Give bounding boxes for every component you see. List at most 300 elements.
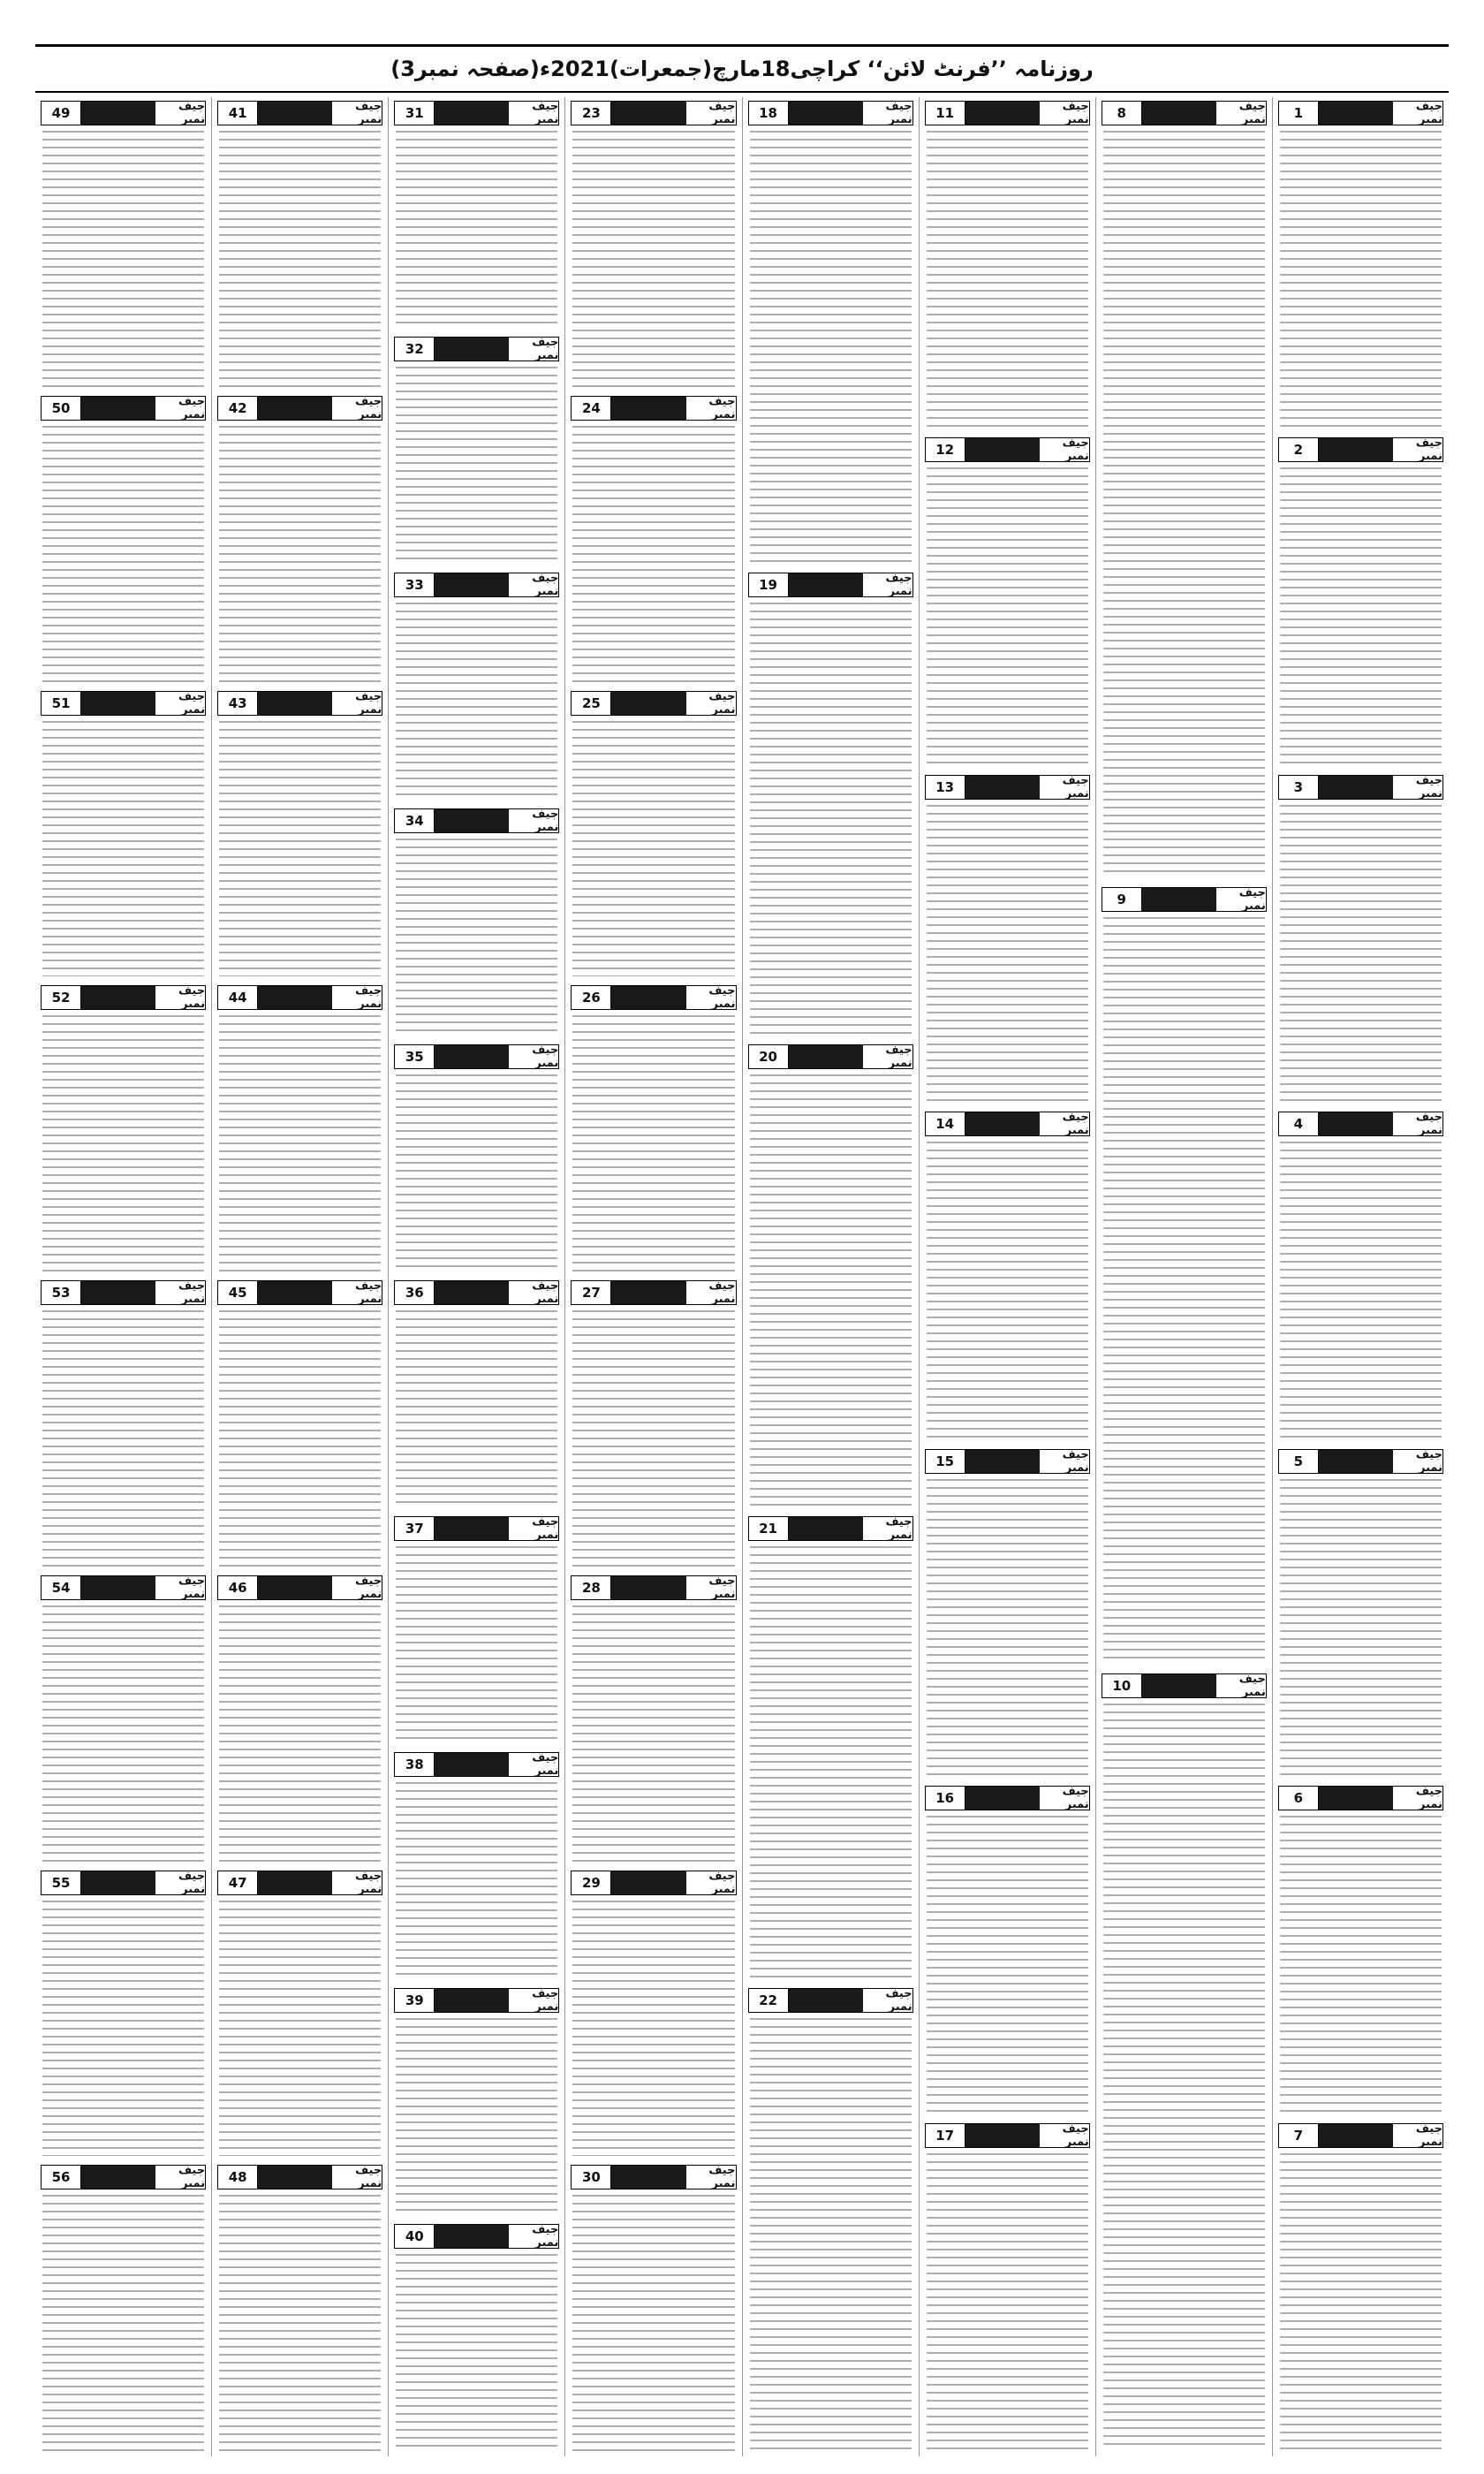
news-story	[748, 569, 913, 1036]
story-header	[41, 691, 206, 716]
story-header	[571, 396, 736, 421]
header-bar	[81, 986, 155, 1009]
story-label: جیف نمبر	[1393, 1112, 1442, 1135]
story-number: 10	[1102, 1674, 1142, 1697]
story-number: 28	[572, 1576, 611, 1599]
news-story	[1102, 1670, 1267, 2451]
story-text	[219, 1310, 381, 1567]
story-header	[217, 985, 382, 1010]
story-header	[925, 1112, 1090, 1136]
story-header	[925, 101, 1090, 125]
story-number: 35	[395, 1045, 435, 1068]
story-text	[42, 426, 204, 682]
story-header	[41, 1871, 206, 1895]
story-text	[750, 1546, 912, 1979]
story-number: 9	[1102, 888, 1142, 911]
story-header	[571, 1280, 736, 1305]
news-story	[1278, 1782, 1443, 2114]
header-bar	[81, 102, 155, 125]
story-text	[219, 1015, 381, 1271]
story-text	[396, 2018, 557, 2215]
header-bar	[81, 1576, 155, 1599]
story-number: 38	[395, 1753, 435, 1776]
story-header	[394, 337, 559, 361]
news-story	[748, 1513, 913, 1979]
news-story	[925, 434, 1090, 765]
story-number: 1	[1279, 102, 1319, 125]
story-number: 36	[395, 1281, 435, 1304]
header-bar	[1142, 888, 1216, 911]
story-label: جیف نمبر	[863, 1045, 912, 1068]
story-header	[394, 1752, 559, 1777]
story-label: جیف نمبر	[686, 397, 736, 420]
news-column	[919, 97, 1095, 2456]
header-bar	[789, 102, 863, 125]
story-header	[1102, 1673, 1267, 1698]
header-bar	[965, 102, 1040, 125]
story-text	[572, 131, 734, 387]
story-text	[572, 426, 734, 682]
story-header	[217, 1575, 382, 1600]
news-story	[571, 1277, 736, 1567]
news-story	[394, 1277, 559, 1507]
story-label: جیف نمبر	[332, 1281, 382, 1304]
story-label: جیف نمبر	[686, 986, 736, 1009]
story-text	[1280, 2153, 1442, 2451]
story-header	[41, 1575, 206, 1600]
header-bar	[258, 397, 332, 420]
story-label: جیف نمبر	[863, 1517, 912, 1540]
news-story	[925, 2120, 1090, 2451]
header-bar	[611, 1281, 685, 1304]
story-header	[41, 985, 206, 1010]
story-header	[217, 2165, 382, 2189]
story-text	[750, 603, 912, 1036]
news-story	[394, 1749, 559, 1979]
story-number: 25	[572, 692, 611, 715]
news-story	[394, 805, 559, 1036]
story-label: جیف نمبر	[1040, 1787, 1089, 1810]
story-text	[1280, 1142, 1442, 1439]
story-label: جیف نمبر	[1040, 438, 1089, 461]
header-bar	[258, 1281, 332, 1304]
story-label: جیف نمبر	[686, 102, 736, 125]
story-label: جیف نمبر	[155, 1281, 205, 1304]
story-label: جیف نمبر	[1040, 1112, 1089, 1135]
story-text	[572, 1901, 734, 2157]
header-bar	[435, 1281, 509, 1304]
news-story	[394, 1985, 559, 2215]
story-header	[217, 1871, 382, 1895]
story-number: 20	[749, 1045, 789, 1068]
story-number: 8	[1102, 102, 1142, 125]
story-header	[394, 573, 559, 597]
story-text	[927, 2153, 1088, 2451]
header-bar	[81, 1281, 155, 1304]
story-label: جیف نمبر	[509, 1753, 558, 1776]
news-story	[217, 1572, 382, 1862]
story-number: 53	[42, 1281, 81, 1304]
story-text	[396, 1074, 557, 1271]
story-label: جیف نمبر	[155, 2166, 205, 2189]
story-text	[927, 1479, 1088, 1777]
story-label: جیف نمبر	[509, 809, 558, 832]
header-bar	[81, 1871, 155, 1894]
story-label: جیف نمبر	[863, 1989, 912, 2012]
news-story	[571, 1867, 736, 2157]
story-header	[394, 1988, 559, 2013]
story-label: جیف نمبر	[332, 2166, 382, 2189]
header-bar	[435, 1989, 509, 2012]
story-header	[748, 1516, 913, 1541]
story-header	[394, 1280, 559, 1305]
news-story	[394, 97, 559, 328]
news-story	[925, 1108, 1090, 1439]
story-text	[396, 131, 557, 328]
news-story	[1278, 1108, 1443, 1439]
header-bar	[435, 1045, 509, 1068]
story-header	[571, 1871, 736, 1895]
news-story	[925, 97, 1090, 429]
story-text	[219, 2195, 381, 2451]
news-story	[217, 392, 382, 682]
story-label: جیف نمبر	[1040, 102, 1089, 125]
story-label: جیف نمبر	[332, 1871, 382, 1894]
news-story	[748, 1985, 913, 2451]
story-header	[571, 2165, 736, 2189]
story-number: 31	[395, 102, 435, 125]
story-text	[1103, 131, 1265, 878]
story-header	[748, 573, 913, 597]
story-label: جیف نمبر	[509, 573, 558, 596]
story-header	[571, 985, 736, 1010]
news-column	[1095, 97, 1272, 2456]
story-number: 27	[572, 1281, 611, 1304]
story-header	[1102, 101, 1267, 125]
story-number: 2	[1279, 438, 1319, 461]
story-number: 46	[218, 1576, 258, 1599]
story-header	[748, 1044, 913, 1069]
story-text	[1280, 1816, 1442, 2114]
header-bar	[965, 1450, 1040, 1473]
story-header	[394, 2224, 559, 2249]
story-number: 32	[395, 338, 435, 360]
header-bar	[965, 438, 1040, 461]
news-column	[35, 97, 211, 2456]
story-text	[42, 2195, 204, 2451]
header-bar	[435, 2225, 509, 2248]
story-header	[41, 396, 206, 421]
story-number: 12	[926, 438, 965, 461]
story-text	[396, 839, 557, 1036]
header-bar	[611, 986, 685, 1009]
story-header	[1278, 1786, 1443, 1810]
story-label: جیف نمبر	[686, 2166, 736, 2189]
story-header	[217, 691, 382, 716]
story-number: 43	[218, 692, 258, 715]
header-bar	[789, 573, 863, 596]
news-story	[925, 1446, 1090, 1777]
story-label: جیف نمبر	[509, 102, 558, 125]
story-number: 15	[926, 1450, 965, 1473]
story-text	[396, 1546, 557, 1743]
story-header	[394, 101, 559, 125]
story-number: 11	[926, 102, 965, 125]
story-label: جیف نمبر	[509, 2225, 558, 2248]
header-bar	[81, 692, 155, 715]
story-text	[1103, 1704, 1265, 2451]
header-bar	[1319, 438, 1393, 461]
story-label: جیف نمبر	[1393, 102, 1442, 125]
page-title: روزنامہ ’’فرنٹ لائن‘‘ کراچی18مارچ(جمعرات)2021ء(صفحہ نمبر3)	[390, 57, 1094, 81]
story-number: 48	[218, 2166, 258, 2189]
news-columns	[35, 97, 1449, 2456]
news-story	[394, 2220, 559, 2451]
header-bar	[1319, 102, 1393, 125]
news-story	[1278, 2120, 1443, 2451]
news-story	[571, 982, 736, 1271]
story-number: 55	[42, 1871, 81, 1894]
story-label: جیف نمبر	[1216, 102, 1266, 125]
story-header	[1102, 887, 1267, 912]
header-bar	[1319, 1112, 1393, 1135]
story-label: جیف نمبر	[509, 1517, 558, 1540]
story-text	[572, 1605, 734, 1862]
story-number: 51	[42, 692, 81, 715]
news-story	[217, 97, 382, 387]
story-text	[42, 131, 204, 387]
story-header	[41, 1280, 206, 1305]
story-number: 40	[395, 2225, 435, 2248]
story-label: جیف نمبر	[155, 1576, 205, 1599]
story-number: 21	[749, 1517, 789, 1540]
story-header	[394, 1044, 559, 1069]
news-story	[571, 97, 736, 387]
news-story	[1278, 97, 1443, 429]
story-label: جیف نمبر	[509, 1281, 558, 1304]
story-header	[1278, 101, 1443, 125]
news-column	[388, 97, 564, 2456]
story-header	[1278, 2123, 1443, 2148]
header-bar	[435, 102, 509, 125]
header-bar	[435, 1753, 509, 1776]
news-story	[41, 2161, 206, 2451]
header-bar	[258, 986, 332, 1009]
story-header	[1278, 437, 1443, 462]
story-number: 41	[218, 102, 258, 125]
story-text	[42, 1310, 204, 1567]
news-story	[1278, 771, 1443, 1103]
story-number: 17	[926, 2124, 965, 2147]
story-text	[219, 131, 381, 387]
story-text	[396, 1310, 557, 1507]
story-number: 14	[926, 1112, 965, 1135]
news-story	[1102, 884, 1267, 1665]
story-label: جیف نمبر	[1393, 438, 1442, 461]
story-number: 54	[42, 1576, 81, 1599]
masthead	[35, 44, 1449, 93]
header-bar	[1319, 776, 1393, 799]
story-text	[219, 426, 381, 682]
story-header	[925, 437, 1090, 462]
story-label: جیف نمبر	[1393, 2124, 1442, 2147]
story-label: جیف نمبر	[332, 102, 382, 125]
header-bar	[789, 1989, 863, 2012]
story-number: 39	[395, 1989, 435, 2012]
story-text	[42, 1015, 204, 1271]
story-label: جیف نمبر	[863, 573, 912, 596]
news-story	[217, 687, 382, 977]
story-label: جیف نمبر	[686, 692, 736, 715]
header-bar	[611, 2166, 685, 2189]
news-story	[217, 982, 382, 1271]
news-story	[925, 1782, 1090, 2114]
header-bar	[1319, 1450, 1393, 1473]
header-bar	[965, 2124, 1040, 2147]
story-number: 56	[42, 2166, 81, 2189]
story-header	[217, 101, 382, 125]
header-bar	[1319, 2124, 1393, 2147]
story-text	[1280, 467, 1442, 765]
header-bar	[435, 573, 509, 596]
story-header	[925, 1786, 1090, 1810]
news-story	[571, 1572, 736, 1862]
story-number: 44	[218, 986, 258, 1009]
story-header	[1278, 1449, 1443, 1474]
story-label: جیف نمبر	[1393, 776, 1442, 799]
header-bar	[435, 338, 509, 360]
story-label: جیف نمبر	[1040, 776, 1089, 799]
news-story	[748, 97, 913, 564]
story-text	[927, 1142, 1088, 1439]
story-label: جیف نمبر	[686, 1871, 736, 1894]
story-header	[394, 808, 559, 833]
header-bar	[81, 397, 155, 420]
story-number: 23	[572, 102, 611, 125]
header-bar	[258, 692, 332, 715]
news-column	[564, 97, 741, 2456]
story-number: 13	[926, 776, 965, 799]
story-text	[927, 131, 1088, 429]
story-label: جیف نمبر	[155, 1871, 205, 1894]
story-header	[571, 101, 736, 125]
story-label: جیف نمبر	[332, 1576, 382, 1599]
header-bar	[965, 776, 1040, 799]
news-story	[217, 1277, 382, 1567]
story-header	[571, 1575, 736, 1600]
header-bar	[789, 1517, 863, 1540]
news-story	[41, 687, 206, 977]
story-text	[396, 603, 557, 800]
story-number: 16	[926, 1787, 965, 1810]
news-story	[748, 1041, 913, 1507]
header-bar	[789, 1045, 863, 1068]
story-label: جیف نمبر	[1393, 1450, 1442, 1473]
story-text	[219, 721, 381, 977]
story-text	[572, 2195, 734, 2451]
story-number: 34	[395, 809, 435, 832]
story-label: جیف نمبر	[155, 397, 205, 420]
story-label: جیف نمبر	[332, 397, 382, 420]
story-header	[1278, 775, 1443, 800]
story-text	[219, 1901, 381, 2157]
news-story	[41, 392, 206, 682]
story-header	[925, 2123, 1090, 2148]
story-number: 45	[218, 1281, 258, 1304]
header-bar	[611, 397, 685, 420]
news-story	[394, 333, 559, 564]
story-text	[42, 1605, 204, 1862]
header-bar	[258, 2166, 332, 2189]
story-text	[927, 805, 1088, 1103]
story-header	[217, 1280, 382, 1305]
story-text	[750, 2018, 912, 2451]
news-story	[41, 1867, 206, 2157]
story-text	[1103, 917, 1265, 1665]
story-number: 18	[749, 102, 789, 125]
story-label: جیف نمبر	[686, 1281, 736, 1304]
news-story	[1102, 97, 1267, 878]
story-number: 42	[218, 397, 258, 420]
story-label: جیف نمبر	[509, 338, 558, 360]
story-label: جیف نمبر	[155, 692, 205, 715]
story-number: 52	[42, 986, 81, 1009]
story-number: 37	[395, 1517, 435, 1540]
story-text	[1280, 131, 1442, 429]
news-story	[1278, 1446, 1443, 1777]
story-header	[925, 775, 1090, 800]
story-text	[396, 367, 557, 564]
news-story	[394, 569, 559, 800]
header-bar	[611, 692, 685, 715]
header-bar	[258, 1576, 332, 1599]
story-text	[1280, 805, 1442, 1103]
story-text	[396, 2254, 557, 2451]
news-story	[571, 687, 736, 977]
story-text	[1280, 1479, 1442, 1777]
header-bar	[435, 809, 509, 832]
story-text	[396, 1782, 557, 1979]
header-bar	[965, 1112, 1040, 1135]
story-text	[572, 1015, 734, 1271]
news-story	[217, 1867, 382, 2157]
story-label: جیف نمبر	[863, 102, 912, 125]
story-label: جیف نمبر	[1216, 888, 1266, 911]
story-label: جیف نمبر	[509, 1989, 558, 2012]
header-bar	[611, 1576, 685, 1599]
story-text	[927, 1816, 1088, 2114]
news-column	[1272, 97, 1449, 2456]
story-number: 6	[1279, 1787, 1319, 1810]
header-bar	[611, 1871, 685, 1894]
news-column	[742, 97, 919, 2456]
news-story	[571, 2161, 736, 2451]
news-story	[394, 1513, 559, 1743]
story-number: 49	[42, 102, 81, 125]
story-label: جیف نمبر	[155, 102, 205, 125]
story-text	[42, 1901, 204, 2157]
header-bar	[1142, 102, 1216, 125]
story-number: 3	[1279, 776, 1319, 799]
story-header	[217, 396, 382, 421]
story-number: 47	[218, 1871, 258, 1894]
story-number: 22	[749, 1989, 789, 2012]
story-label: جیف نمبر	[509, 1045, 558, 1068]
story-number: 24	[572, 397, 611, 420]
story-header	[748, 1988, 913, 2013]
story-label: جیف نمبر	[686, 1576, 736, 1599]
header-bar	[611, 102, 685, 125]
